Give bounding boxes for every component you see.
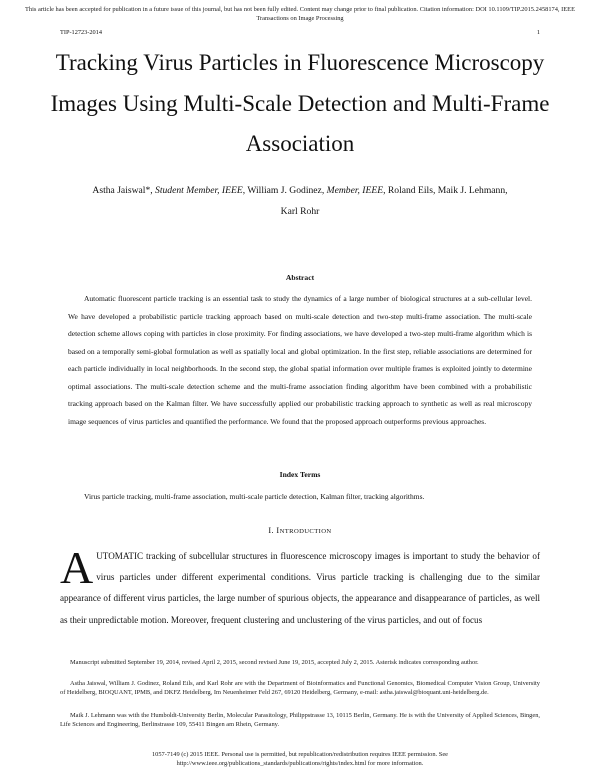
copyright-line: 1057-7149 (c) 2015 IEEE. Personal use is permitted, but republication/redistribution requires IEEE permission. See	[151, 751, 449, 758]
paper-title: Tracking Virus Particles in Fluorescence Microscopy Images Using Multi-Scale Detection and Multi-Frame Association	[50, 50, 550, 156]
author-name: William J. Godinez	[247, 185, 322, 196]
section-numeral: I.	[268, 526, 274, 535]
acceptance-notice: This article has been accepted for publication in a future issue of this journal, but has not been fully edited. Content may change prior to final publication. Citation information: DOI 10.1109/TIP.2015.2458174, IEEE Transactions on Image Processing	[25, 6, 575, 22]
intro-lead: UTOMATIC	[96, 551, 144, 561]
abstract-text: Automatic fluorescent particle tracking is an essential task to study the dynamics of a large number of biological structures at a sub-cellular level. We have developed a probabilistic particle tracking approach based on multi-scale detection and two-step multi-frame association. The multi-scale detection scheme allows coping with particles in close proximity. For finding associations, we have developed a two-step multi-frame algorithm which is based on a temporally semi-global formulation as well as spatially local and global optimization. In the first step, reliable associations are determined for each particle individually in local neighborhoods. In the second step, the global spatial information over multiple frames is exploited jointly to determine optimal associations. The multi-scale detection scheme and the multi-frame association finding algorithm have been combined with a probabilistic tracking approach based on the Kalman filter. We have successfully applied our probabilistic tracking approach to synthetic as well as real microscopy image sequences of virus particles and quantified the performance. We found that the proposed approach outperforms previous approaches.	[68, 294, 532, 426]
copyright-footer	[80, 751, 520, 769]
footnote: Astha Jaiswal, William J. Godinez, Roland Eils, and Karl Rohr are with the Department of Bioinformatics and Functional Genomics, Biomedical Computer Vision Group, University of Heidelberg, BIOQUANT, IPMB, and DKFZ Heidelberg, Im Neuenheimer Feld 267, 69120 Heidelberg, Germany, e-mail: astha.jaiswal@bioquant.uni-heidelberg.de.	[60, 680, 540, 696]
author-name: Karl Rohr	[280, 205, 320, 217]
author-name: Maik J. Lehmann	[437, 185, 506, 196]
index-terms-text: Virus particle tracking, multi-frame association, multi-scale particle detection, Kalman filter, tracking algorithms.	[84, 492, 425, 501]
page-number: 1	[536, 29, 540, 36]
section-title-rest: NTRODUCTION	[279, 528, 332, 535]
author-list: Astha Jaiswal*, Student Member, IEEE, William J. Godinez, Member, IEEE, Roland Eils, Maik J. Lehmann, Karl Rohr	[92, 185, 508, 217]
author-role: Member, IEEE	[326, 185, 384, 196]
drop-cap: A	[60, 542, 94, 593]
author-name: Astha Jaiswal*	[92, 185, 151, 196]
abstract-heading: Abstract	[285, 273, 315, 282]
intro-paragraph: tracking of subcellular structures in fluorescence microscopy images is important to study the behavior of virus particles under different experimental conditions. Virus particle tracking is challenging due to the similar appearance of different virus particles, the large number of spurious objects, the appearance and disappearance of particles, as well as their unpredictable motion. Moreover, frequent clustering and unclustering of the virus particles, and out of focus	[60, 551, 540, 625]
author-name: Roland Eils	[387, 185, 433, 196]
section-title-initial: I	[276, 526, 280, 535]
index-terms-heading: Index Terms	[279, 470, 321, 479]
rights-link: http://www.ieee.org/publications_standards/publications/rights/index.html for more information.	[176, 759, 424, 767]
author-role: Student Member, IEEE	[155, 185, 243, 196]
manuscript-id: TIP-12723-2014	[60, 29, 102, 36]
footnote: Maik J. Lehmann was with the Humboldt-University Berlin, Molecular Parasitology, Philippstrasse 13, 10115 Berlin, Germany. He is with the University of Applied Sciences, Bingen, Life Sciences and Engineering, Berlinstrasse 109, 55411 Bingen am Rhein, Germany.	[60, 712, 540, 728]
introduction-heading	[0, 526, 600, 535]
introduction-text	[60, 542, 540, 631]
footnote: Manuscript submitted September 19, 2014, revised April 2, 2015, second revised June 19, 2015, accepted July 2, 2015. Asterisk indicates corresponding author.	[70, 659, 479, 666]
